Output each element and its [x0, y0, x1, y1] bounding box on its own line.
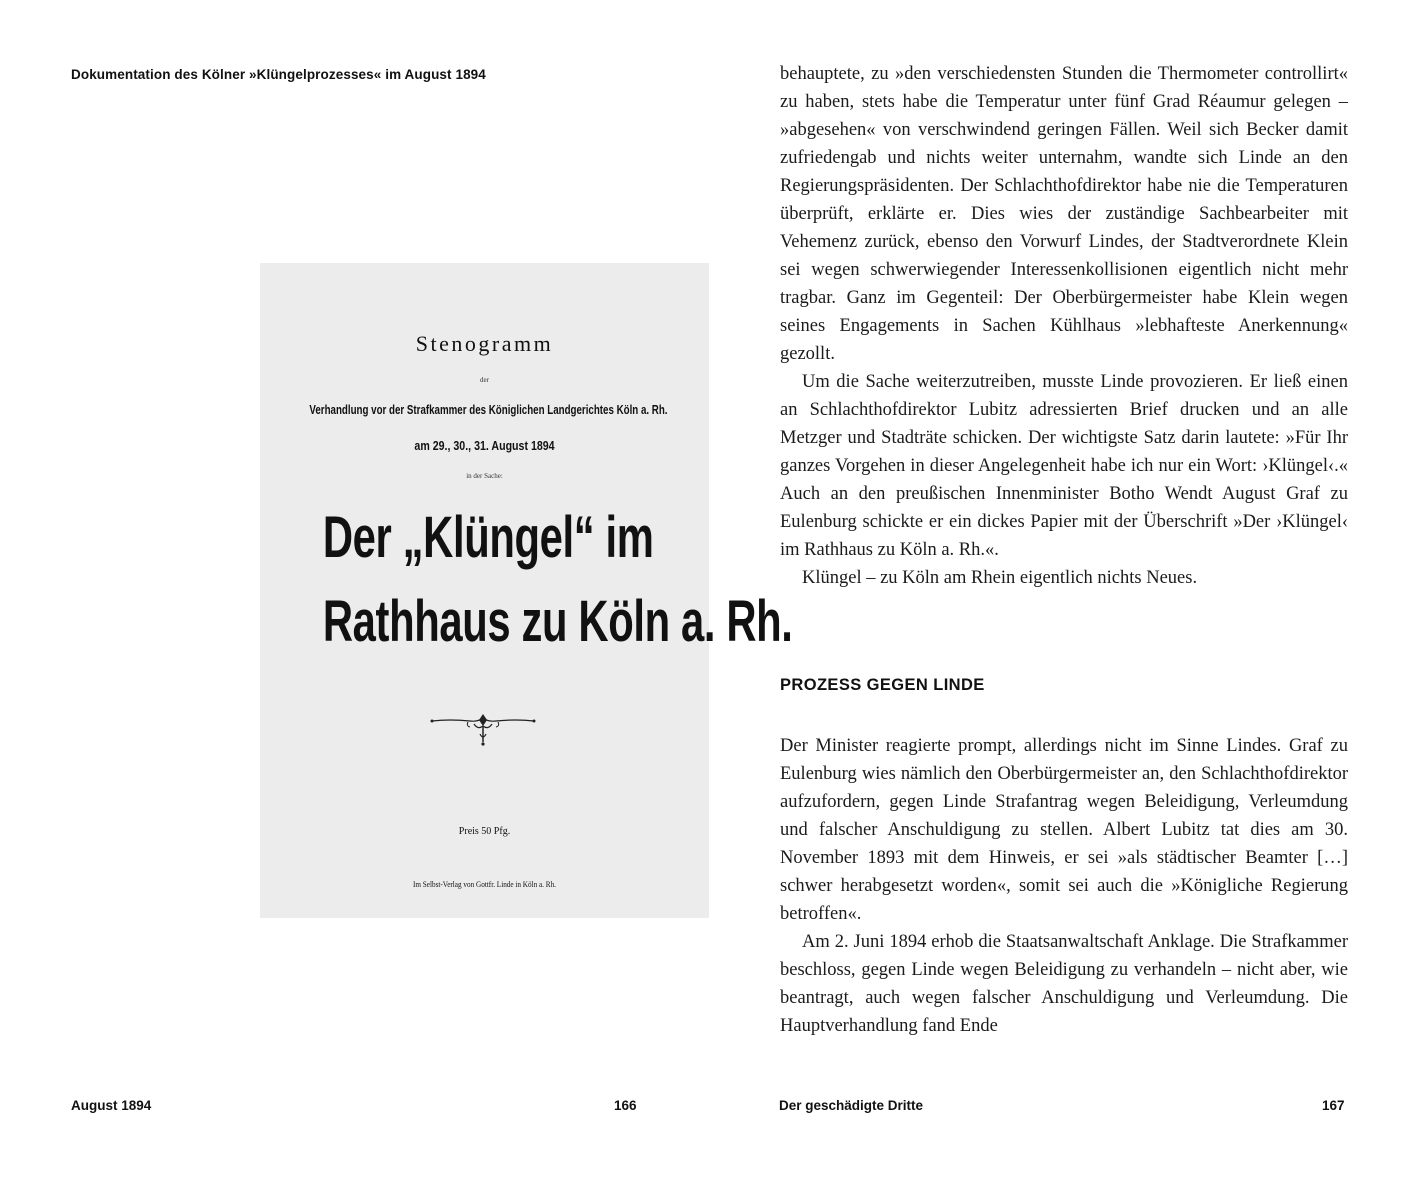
paragraph: Klüngel – zu Köln am Rhein eigentlich nichts Neues. [802, 568, 1198, 588]
figure-price: Preis 50 Pfg. [458, 826, 511, 837]
footer-left-label: August 1894 [71, 1098, 152, 1113]
running-head: Dokumentation des Kölner »Klüngelprozesses« im August 1894 [71, 67, 486, 82]
paragraph: Um die Sache weiterzutreiben, musste Linde provozieren. Er ließ einen an Schlachthofdirektor Lubitz adressierten Brief drucken und an alle Metzger und Stadträte schicken. Der wichtigste Satz darin lautete: »Für Ihr ganzes Vorgehen in dieser Angelegenheit habe ich nur ein Wort: ›Klüngel‹.« Auch an den preußischen Innenminister Botho Wendt August Graf zu Eulenburg schickte er ein dickes Papier mit der Überschrift »Der ›Klüngel‹ im Rathhaus zu Köln a. Rh.«. [780, 372, 1348, 560]
figure-publisher: Im Selbst-Verlag von Gottfr. Linde in Köln a. Rh. [413, 880, 556, 889]
paragraph: Am 2. Juni 1894 erhob die Staatsanwaltschaft Anklage. Die Strafkammer beschloss, gegen Linde wegen Beleidigung zu verhandeln – nicht aber, wie beantragt, auch wegen falscher Anschuldigung und Verleumdung. Die Hauptverhandlung fand Ende [780, 932, 1348, 1036]
ornament-icon [430, 710, 536, 750]
right-page [708, 0, 1417, 1181]
title-page-image [260, 263, 793, 918]
figure-verhandlung: Verhandlung vor der Strafkammer des Königlichen Landgerichtes Köln a. Rh. [309, 403, 668, 417]
paragraph: behauptete, zu »den verschiedensten Stunden die Thermometer controllirt« zu haben, stets habe die Temperatur unter fünf Grad Réaumur gelegen – »abgesehen« von verschwindend geringen Fällen. Weil sich Becker damit zufriedengab und nichts weiter unternahm, wandte sich Linde an den Regierungspräsidenten. Der Schlachthofdirektor habe nie die Temperaturen überprüft, erklärte er. Dies wies der zuständige Sachbearbeiter mit Vehemenz zurück, ebenso den Vorwurf Lindes, der Stadtverordnete Klein sei wegen schwerwiegender Interessenkollisionen eigentlich nicht mehr tragbar. Ganz im Gegenteil: Der Oberbürgermeister habe Klein wegen seines Engagements in Sachen Kühlhaus »lebhafteste Anerkennung« gezollt. [780, 64, 1348, 364]
figure-der: der [480, 376, 489, 384]
figure-dates: am 29., 30., 31. August 1894 [414, 439, 555, 453]
figure-title-line2: Rathhaus zu Köln a. Rh. [322, 589, 793, 654]
figure-stenogramm: Stenogramm [415, 331, 554, 356]
body-text-top [780, 60, 1348, 592]
footer-left-label: Der geschädigte Dritte [779, 1098, 924, 1113]
page-number-right: 167 [1322, 1098, 1345, 1113]
paragraph: Der Minister reagierte prompt, allerdings nicht im Sinne Lindes. Graf zu Eulenburg wies nämlich den Oberbürgermeister an, den Schlachthofdirektor aufzufordern, gegen Linde Strafantrag wegen Beleidigung, Verleumdung und falscher Anschuldigung zu stellen. Albert Lubitz tat dies am 30. November 1893 mit dem Hinweis, er sei »als städtischer Beamter […] schwer herabgesetzt worden«, somit sei auch die »Königliche Regierung betroffen«. [780, 736, 1348, 924]
section-heading: PROZESS GEGEN LINDE [780, 676, 985, 694]
figure-in-der-sache: in der Sache: [466, 472, 503, 480]
body-text-bottom [780, 732, 1348, 1040]
figure-title-line1: Der „Klüngel“ im [322, 505, 654, 570]
page-number-left: 166 [614, 1098, 637, 1113]
